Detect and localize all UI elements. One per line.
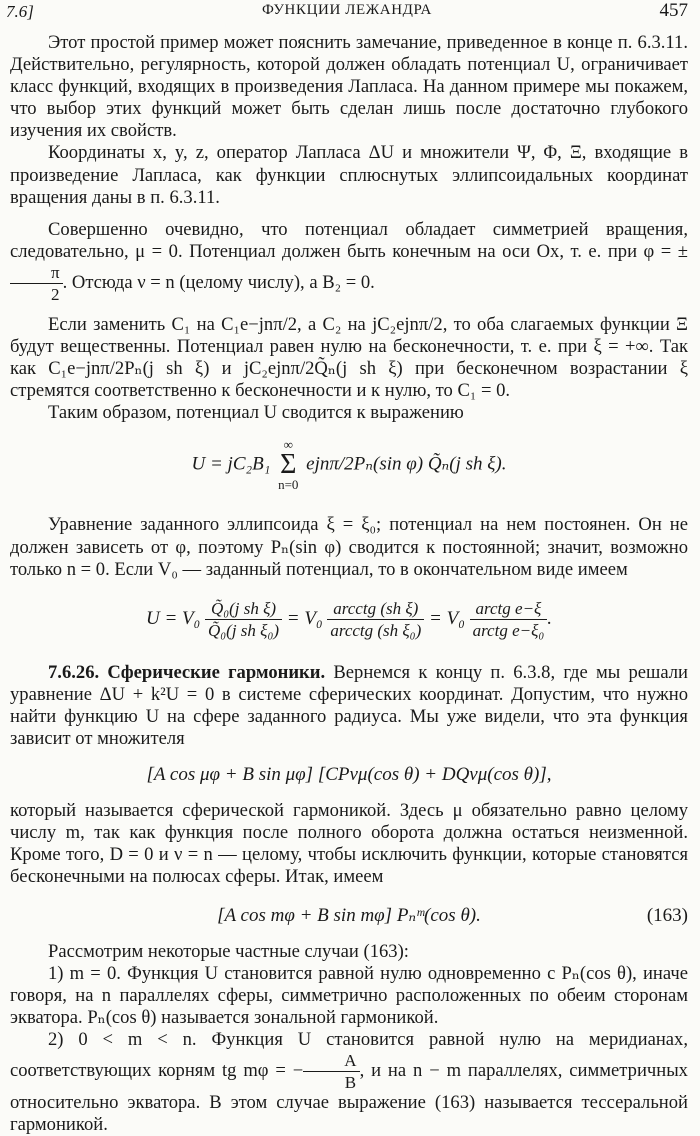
formula-final-potential <box>10 599 688 640</box>
fraction-q0 <box>205 599 282 640</box>
formula-potential-sum <box>10 438 688 492</box>
section-heading: 7.6.26. Сферические гармоники. <box>48 661 326 683</box>
paragraph-11-tail: , и на n − m параллелях, симметричных относительно экватора. В этом случае выражение (163) называется тессеральной гармоникой. <box>10 1059 688 1136</box>
paragraph-7 <box>10 662 688 750</box>
paragraph-3 <box>10 219 688 304</box>
fraction-arctg <box>470 599 548 640</box>
fraction-numerator: π <box>10 263 63 284</box>
paragraph-5: Таким образом, потенциал U сводится к выражению <box>48 402 464 424</box>
equation-number: (163) <box>646 904 688 926</box>
paragraph-9: Рассмотрим некоторые частные случаи (163): <box>48 940 409 962</box>
fraction-numerator: Q̃₀(j sh ξ) <box>205 599 282 620</box>
summation-sign <box>278 438 298 492</box>
page-header <box>6 0 688 24</box>
section-ref: 7.6] <box>6 2 34 21</box>
formula-spherical-harmonic: [A cos μφ + B sin μφ] [CPνμ(cos θ) + DQνμ(cos θ)], <box>146 764 552 786</box>
paragraph-1: Этот простой пример может пояснить замечание, приведенное в конце п. 6.3.11. Действительно, регулярность, которой должен обладать потенциал U, ограничивает класс функций, входящих в произведения Лапласа. На данном примере мы покажем, что выбор этих функций может быть сделан лишь после достаточно глубокого изучения их свойств. <box>10 32 688 142</box>
paragraph-6: Уравнение заданного эллипсоида ξ = ξ₀; потенциал на нем постоянен. Он не должен зависеть от φ, поэтому Pₙ(sin φ) сводится к постоянной; значит, возможно только n = 0. Если V₀ — заданный потенциал, то в окончательном виде имеем <box>10 514 688 580</box>
formula-163 <box>10 905 688 927</box>
fraction-numerator: arctg e−ξ <box>470 599 548 620</box>
formula-1-left: U = jC₂B₁ <box>191 453 271 475</box>
paragraph-11-text: 2) 0 < m < n. Функция U становится равной нулю на меридианах, соответствующих корням tg mφ = − <box>10 1029 688 1081</box>
fraction-numerator: arcctg (sh ξ) <box>327 599 424 620</box>
paragraph-4: Если заменить C₁ на C₁e−jnπ/2, а C₂ на jC₂ejnπ/2, то оба слагаемых функции Ξ будут вещественны. Потенциал равен нулю на бесконечности, т. е. при ξ = +∞. Так как C₁e−jnπ/2Pₙ(j sh ξ) и jC₂ejnπ/2Q̃ₙ(j sh ξ) при бесконечном возрастании ξ стремятся соответственно к бесконечности и к нулю, то C₁ = 0. <box>10 313 688 402</box>
paragraph-10: 1) m = 0. Функция U становится равной нулю одновременно с Pₙ(cos θ), иначе говоря, на n параллелях сферы, симметрично расположенных по обеим сторонам экватора. Pₙ(cos θ) называется зональной гармоникой. <box>10 962 688 1028</box>
fraction-arcctg <box>327 599 424 640</box>
fraction-a-b <box>303 1051 359 1092</box>
sum-upper-limit: ∞ <box>283 437 293 453</box>
sum-lower-limit: n=0 <box>278 477 299 493</box>
formula-1-right: ejnπ/2Pₙ(sin φ) Q̃ₙ(j sh ξ). <box>306 453 507 475</box>
fraction-denominator: B <box>344 1073 357 1093</box>
paragraph-3-text: Совершенно очевидно, что потенциал обладает симметрией вращения, следовательно, μ = 0. Потенциал должен быть конечным на оси Ox, т. е. при φ = ± <box>10 218 688 262</box>
paragraph-8: который называется сферической гармоникой. Здесь μ обязательно равно целому числу m, так как функция после полного оборота должна остаться неизменной. Кроме того, D = 0 и ν = n — целому, чтобы исключить функции, которые становятся бесконечными на полюсах сферы. Итак, имеем <box>10 800 688 888</box>
fraction-pi-2 <box>10 263 63 304</box>
fraction-numerator: A <box>303 1051 359 1072</box>
formula-2-end: . <box>547 607 553 629</box>
page-number: 457 <box>659 0 688 21</box>
fraction-denominator: arcctg (sh ξ₀) <box>330 620 422 640</box>
formula-2-equals: = V₀ <box>429 607 465 629</box>
paragraph-3-tail: . Отсюда ν = n (целому числу), а B₂ = 0. <box>62 271 375 293</box>
running-title: ФУНКЦИИ ЛЕЖАНДРА <box>262 2 432 18</box>
paragraph-11 <box>10 1029 688 1136</box>
fraction-denominator: arctg e−ξ₀ <box>472 620 545 640</box>
page-body <box>10 32 688 1136</box>
paragraph-7-text: Вернемся к концу п. 6.3.8, где мы решали уравнение ΔU + k²U = 0 в системе сферических координат. Допустим, что нужно найти функцию U на сфере заданного радиуса. Мы уже видели, что эта функция зависит от множителя <box>10 661 688 749</box>
formula-2-lhs: U = V₀ <box>145 607 201 629</box>
fraction-denominator: Q̃₀(j sh ξ₀) <box>207 620 280 640</box>
formula-2-equals: = V₀ <box>286 607 323 629</box>
formula-163-body: [A cos mφ + B sin mφ] Pₙᵐ(cos θ). <box>217 904 481 926</box>
sigma-symbol: Σ <box>280 449 297 481</box>
paragraph-2: Координаты x, y, z, оператор Лапласа ΔU и множители Ψ, Φ, Ξ, входящие в произведение Лапласа, как функции сплюснутых эллипсоидальных координат вращения даны в п. 6.3.11. <box>10 142 688 208</box>
fraction-denominator: 2 <box>51 284 60 304</box>
